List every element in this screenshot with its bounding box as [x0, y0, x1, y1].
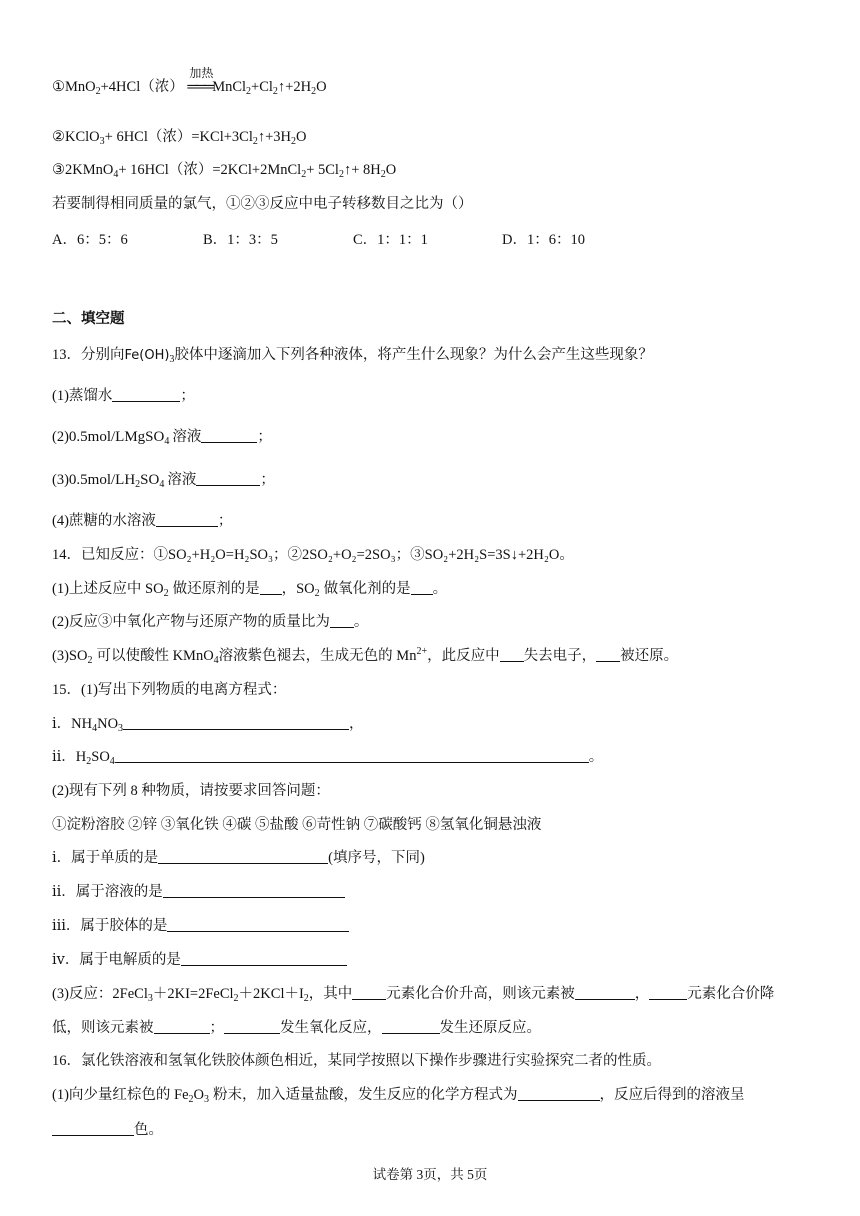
answer-blank[interactable]: [52, 1121, 134, 1136]
q13-item-2-tail: 溶液: [172, 429, 202, 445]
q15-q-ii-label: ⅱ．属于溶液的是: [52, 884, 163, 900]
q16-stem: 16．氯化铁溶液和氢氧化铁胶体颜色相近，某同学按照以下操作步骤进行实验探究二者的性质。: [52, 1053, 661, 1069]
q14-part-2: [52, 612, 368, 632]
q12-option-a[interactable]: A．6：5：6: [52, 232, 128, 248]
q15-i-a: ⅰ．NH: [52, 716, 93, 732]
q15-p3-b: ＋2KI=2FeCl: [152, 986, 234, 1002]
q13-item-2: [52, 427, 272, 447]
q15-part-3: (3)反应：$2FeCl_3+2KI=2FeCl_2+2KCl+I_2$，其中 元素化合价升高，则该元素被 ， 元素化合价降: [52, 986, 775, 1004]
q14-p2-a: (2)反应③中氧化产物与还原产物的质量比为: [52, 614, 330, 630]
q13-stem-b: 胶体中逐滴加入下列各种液体，将产生什么现象？为什么会产生这些现象？: [174, 347, 653, 363]
reaction-1-reactants: +4HCl（浓）: [100, 79, 184, 95]
reaction-3: ③2KMnO$_4$+ 16HCl（浓）=2KCl+2MnCl$_2$+ $5Cl_2↑+ 8H_2O$: [52, 162, 397, 180]
q15-p3-g: 元素化合价降: [687, 986, 775, 1002]
answer-blank[interactable]: [500, 647, 524, 662]
q15-ii-end: 。: [588, 749, 604, 765]
q15-p3-e: 元素化合价升高，则该元素被: [386, 986, 575, 1002]
answer-blank[interactable]: [156, 512, 218, 527]
q15-substance-list: ①淀粉溶胶 ②锌 ③氧化铁 ④碳 ⑤盐酸 ⑥苛性钠 ⑦碳酸钙 ⑧氢氧化铜悬浊液: [52, 817, 542, 833]
answer-blank[interactable]: [596, 647, 620, 662]
reaction-3-c: + 5Cl: [306, 162, 339, 178]
q13-formula: Fe(OH): [124, 348, 170, 363]
q16-part-1: (1)向少量红棕色的 $Fe_2O_3$ 粉末，加入适量盐酸，发生反应的化学方程式为 ，反应后得到的溶液呈: [52, 1087, 745, 1105]
answer-blank[interactable]: [196, 471, 260, 486]
q15-q-ii: [52, 882, 345, 902]
q14-p1-a: (1)上述反应中 SO: [52, 581, 164, 597]
q15-q-iii: [52, 916, 349, 936]
equals-sign: ═══: [187, 79, 213, 95]
q14-p3-b: 可以使酸性 KMnO: [96, 648, 214, 664]
q15-i-end: ，: [349, 716, 364, 732]
q15-i: ⅰ．$NH_4NO_3$ ，: [52, 716, 364, 734]
reaction-3-b: + 16HCl（浓）=2KCl+2MnCl: [118, 162, 302, 178]
q15-p3-l2-c: 发生氧化反应，: [280, 1020, 382, 1036]
answer-blank[interactable]: [167, 917, 349, 932]
answer-blank[interactable]: [154, 1019, 210, 1034]
q16-p1-line2: 色。: [134, 1122, 163, 1138]
q14-part-3: $(3)SO_2$ 可以使酸性 KMnO$_4$溶液紫色褪去，生成无色的 $Mn^{2+}$，此反应中 失去电子， 被还原。: [52, 646, 679, 666]
q16-p1-b: O: [193, 1087, 205, 1103]
answer-blank[interactable]: [382, 1019, 440, 1034]
answer-blank[interactable]: [411, 580, 433, 595]
section-heading: 二、填空题: [52, 311, 125, 327]
reaction-1-text: ①MnO: [52, 79, 96, 95]
q14-p1-e: 。: [432, 581, 448, 597]
q15-stem: 15．(1)写出下列物质的电离方程式：: [52, 682, 287, 698]
q13-item-4-end: ；: [217, 513, 233, 529]
q13-item-3-chem: 0.5mol/LH: [68, 472, 136, 488]
answer-blank[interactable]: [330, 613, 354, 628]
q15-p3-l2-a: 低，则该元素被: [52, 1020, 154, 1036]
q13-item-2-chem: 0.5mol/LMgSO: [68, 429, 165, 445]
q13-item-1: [52, 386, 195, 406]
reaction-1: ①MnO$_2$+4HCl（浓） 加热 $═══MnCl_2+Cl_2↑+2H_2O$: [52, 77, 327, 97]
q13-formula-sub: 3: [169, 354, 175, 365]
q14-p3-a: (3)SO: [52, 648, 88, 664]
q13-item-2-end: ；: [257, 429, 272, 445]
q13-item-3-sub2: 4: [159, 479, 165, 490]
reaction-2: ②KClO$_3$+ 6HCl（浓）$=KCl+3Cl_2↑+3H_2O$: [52, 129, 307, 147]
q15-p3-c: ＋2KCl＋I: [238, 986, 304, 1002]
q16-p1-c: 粉末，加入适量盐酸，发生反应的化学方程式为: [213, 1087, 518, 1103]
heating-label: 加热: [189, 66, 214, 80]
answer-blank[interactable]: [260, 580, 282, 595]
q13-item-3-sub: 2: [135, 479, 141, 490]
answer-blank[interactable]: [518, 1086, 600, 1101]
q14-p1-b: 做还原剂的是: [172, 581, 260, 597]
answer-blank[interactable]: [649, 985, 687, 1000]
reaction-3-a: ③2KMnO: [52, 162, 114, 178]
q15-q-i-label: ⅰ．属于单质的是: [52, 850, 159, 866]
q13-item-2-sub: 4: [164, 436, 170, 447]
reaction-2-a: ②KClO: [52, 129, 100, 145]
reaction-1-products: MnCl: [212, 79, 247, 95]
answer-blank[interactable]: [115, 748, 589, 763]
reaction-2-b: + 6HCl（浓）=KCl+3Cl: [104, 129, 253, 145]
q15-q-iv: [52, 950, 347, 970]
q14-p3-e: 失去电子，: [523, 648, 597, 664]
q13-stem-a: 13．分别向: [52, 347, 125, 363]
q14-p3-f: 被还原。: [620, 648, 679, 664]
q15-p3-d: ，其中: [308, 986, 353, 1002]
q14-p3-d: ，此反应中: [427, 648, 500, 664]
q13-stem: [52, 345, 653, 366]
answer-blank[interactable]: [163, 883, 345, 898]
q14-p3-c: 溶液紫色褪去，生成无色的 Mn: [218, 648, 417, 664]
q15-p3-l2-d: 发生还原反应。: [439, 1020, 541, 1036]
q13-item-3-label: (3): [52, 472, 69, 488]
q14-stem: 14．已知反应：①SO₂+H₂O=H₂SO₃；②2SO₂+O₂=2SO₃；③SO₂+2H₂S=3S↓+2H₂O。: [52, 547, 574, 563]
q15-p3-f: ，: [634, 986, 650, 1002]
q15-ii-a: ⅱ．H: [52, 749, 87, 765]
answer-blank[interactable]: [201, 428, 257, 443]
q13-item-1-label: (1)蒸馏水: [52, 388, 113, 404]
q16-p1-a: (1)向少量红棕色的 Fe: [52, 1087, 189, 1103]
reaction-2-d: O: [296, 129, 307, 145]
q15-ii: ⅱ．$H_2SO_4$ 。: [52, 749, 604, 767]
q13-item-2-label: (2): [52, 429, 69, 445]
q15-q-i-note: (填序号，下同): [328, 850, 425, 866]
reaction-1-products-b: +Cl: [251, 79, 273, 95]
answer-blank[interactable]: [224, 1019, 280, 1034]
heating-condition: [187, 66, 214, 97]
q15-p3-l2-b: ；: [209, 1020, 224, 1036]
q14-p3-sup: 2+: [416, 646, 428, 657]
reaction-1-products-c: ↑+2H: [277, 79, 312, 95]
q15-i-b: NO: [97, 716, 119, 732]
answer-blank[interactable]: [123, 715, 349, 730]
q13-item-3-tail: 溶液: [167, 472, 197, 488]
q13-item-4-label: (4)蔗糖的水溶液: [52, 513, 156, 529]
q14-part-1: (1)上述反应中 $SO_2$ 做还原剂的是 ，$SO_2$ 做氧化剂的是 。: [52, 581, 448, 599]
q12-stem: 若要制得相同质量的氯气，①②③反应中电子转移数目之比为（）: [52, 196, 473, 212]
reaction-3-e: O: [385, 162, 397, 178]
q15-q-i: [52, 848, 425, 868]
q14-p1-c: ，SO: [281, 581, 315, 597]
q13-item-3-chem2: SO: [140, 472, 160, 488]
q15-q-iii-label: ⅲ．属于胶体的是: [52, 918, 168, 934]
answer-blank[interactable]: [112, 387, 180, 402]
q13-item-3-end: ；: [260, 472, 275, 488]
q16-part-1-cont: [52, 1120, 163, 1140]
q16-p1-d: ，反应后得到的溶液呈: [599, 1087, 745, 1103]
q12-option-c[interactable]: C．1：1：1: [353, 232, 428, 248]
q12-option-d[interactable]: D．1：6：10: [502, 232, 585, 248]
q14-p1-d: 做氧化剂的是: [323, 581, 411, 597]
answer-blank[interactable]: [181, 951, 347, 966]
q14-p2-b: 。: [353, 614, 369, 630]
reaction-2-c: ↑+3H: [257, 129, 292, 145]
q13-item-3: [52, 470, 275, 490]
reaction-3-d: ↑+ 8H: [343, 162, 381, 178]
reaction-1-products-d: O: [316, 79, 327, 95]
q13-item-4: [52, 511, 232, 531]
q15-part-2: (2)现有下列 8 种物质，请按要求回答问题：: [52, 783, 330, 799]
q15-p3-a: (3)反应：2FeCl: [52, 986, 148, 1002]
q15-q-iv-label: ⅳ．属于电解质的是: [52, 952, 181, 968]
answer-blank[interactable]: [352, 985, 386, 1000]
page-footer: 试卷第 3页，共 5页: [372, 1167, 488, 1182]
answer-blank[interactable]: [158, 849, 328, 864]
q12-option-b[interactable]: B．1：3：5: [203, 232, 278, 248]
q15-part-3-cont: [52, 1018, 541, 1038]
q15-ii-b: SO: [91, 749, 110, 765]
answer-blank[interactable]: [575, 985, 635, 1000]
q13-item-1-end: ；: [180, 388, 195, 404]
